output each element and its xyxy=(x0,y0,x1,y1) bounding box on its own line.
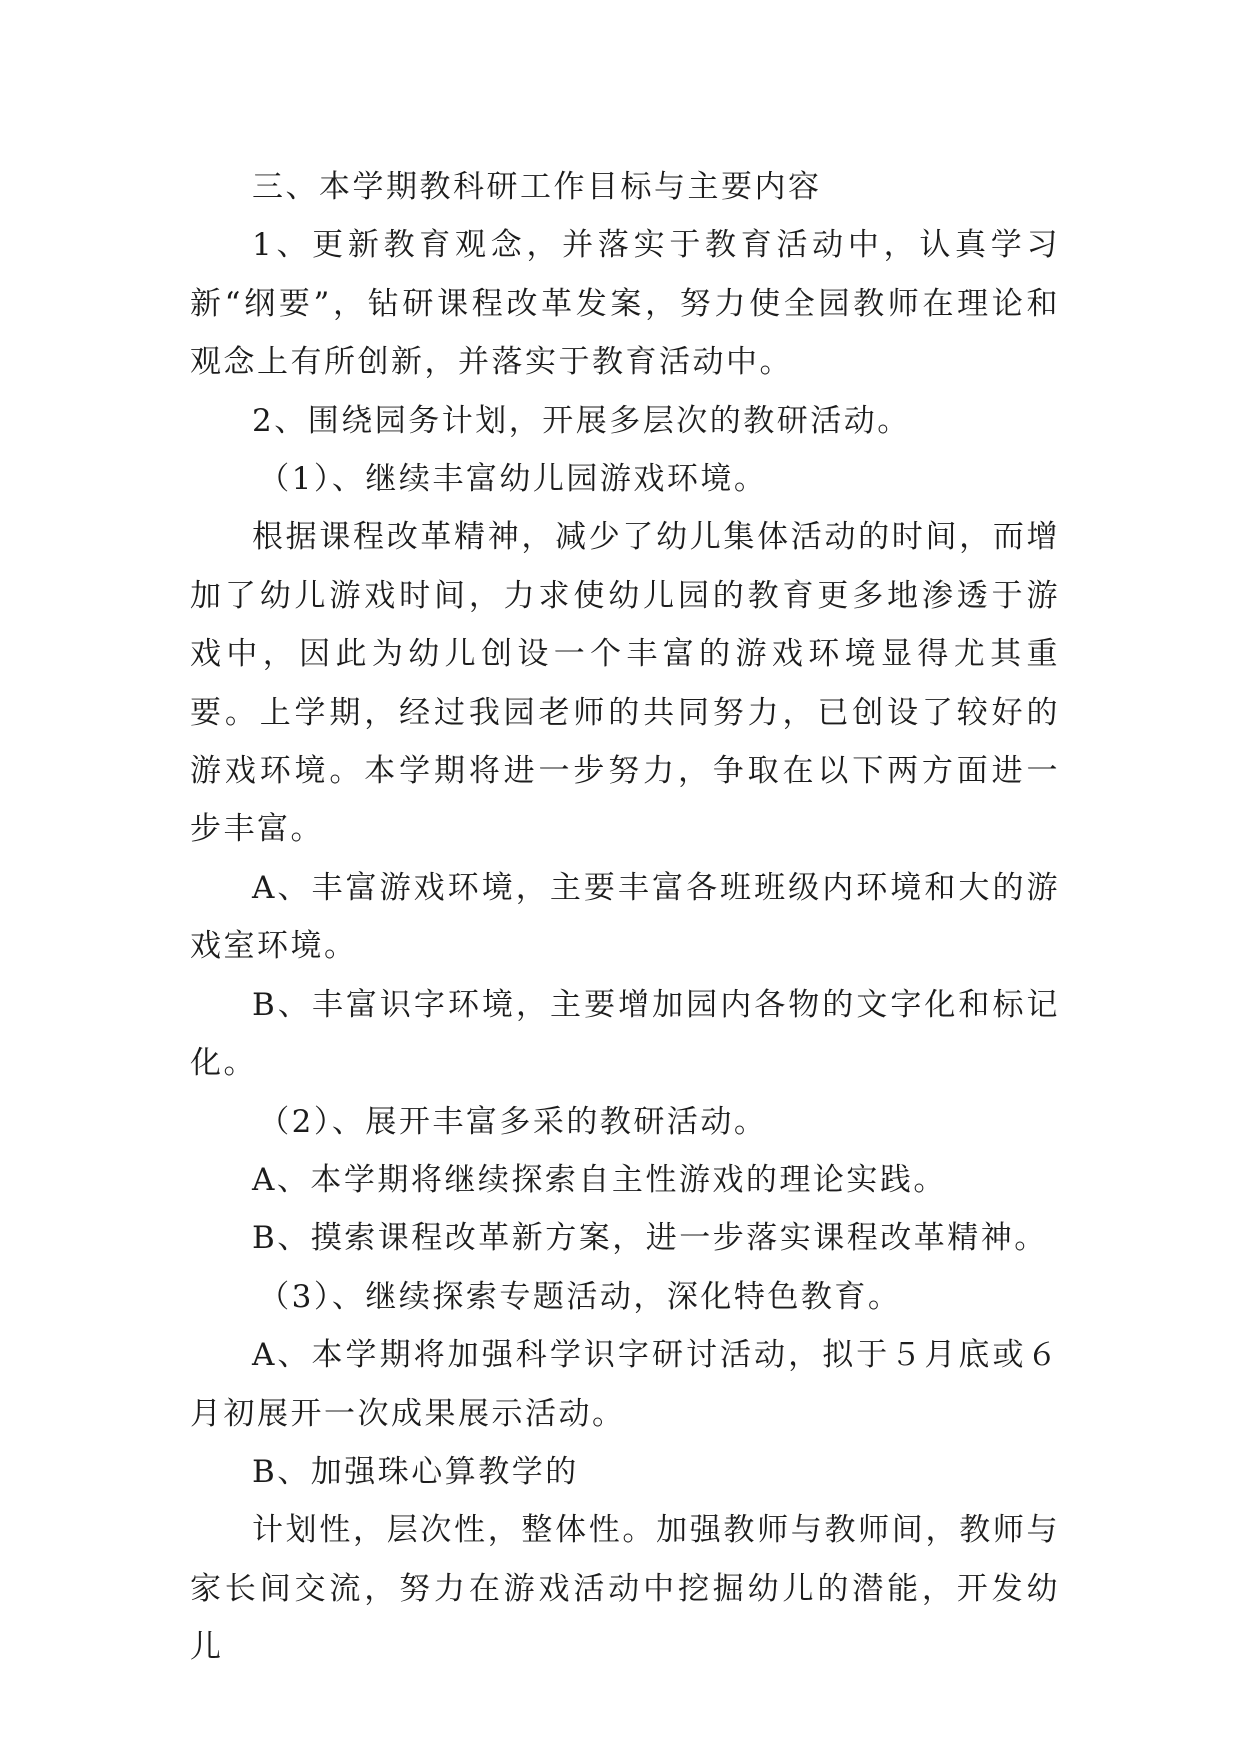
document-body xyxy=(190,158,1060,1677)
section-heading: 三、本学期教科研工作目标与主要内容 xyxy=(252,169,822,205)
paragraph-continuation: 计划性，层次性，整体性。加强教师与教师间，教师与家长间交流，努力在游戏活动中挖掘幼儿的潜能，开发幼儿 xyxy=(190,1512,1060,1666)
subheading-3: （3）、继续探索专题活动，深化特色教育。 xyxy=(258,1278,902,1315)
paragraph-item-b-2: B、摸索课程改革新方案，进一步落实课程改革精神。 xyxy=(252,1220,1048,1257)
paragraph-item-a-1: A、丰富游戏环境，主要丰富各班班级内环境和大的游戏室环境。 xyxy=(190,869,1060,965)
subheading-1: （1）、继续丰富幼儿园游戏环境。 xyxy=(258,461,768,498)
paragraph-item-b-3: B、加强珠心算教学的 xyxy=(252,1453,579,1490)
paragraph-item-a-3: A、本学期将加强科学识字研讨活动，拟于５月底或６月初展开一次成果展示活动。 xyxy=(190,1337,1060,1432)
paragraph-item-b-1: B、丰富识字环境，主要增加园内各物的文字化和标记化。 xyxy=(190,986,1060,1082)
paragraph-item-a-2: A、本学期将继续探索自主性游戏的理论实践。 xyxy=(252,1161,947,1198)
paragraph-item-2: 2、围绕园务计划，开展多层次的教研活动。 xyxy=(252,402,911,439)
subheading-2: （2）、展开丰富多采的教研活动。 xyxy=(258,1103,768,1140)
paragraph-game-environment: 根据课程改革精神，减少了幼儿集体活动的时间，而增加了幼儿游戏时间，力求使幼儿园的教育更多地渗透于游戏中，因此为幼儿创设一个丰富的游戏环境显得尤其重要。上学期，经过我园老师的共同努力，已创设了较好的游戏环境。本学期将进一步努力，争取在以下两方面进一步丰富。 xyxy=(190,519,1060,848)
paragraph-item-1: 1、更新教育观念，并落实于教育活动中，认真学习新“纲要”，钻研课程改革发案，努力使全园教师在理论和观念上有所创新，并落实于教育活动中。 xyxy=(190,227,1060,381)
